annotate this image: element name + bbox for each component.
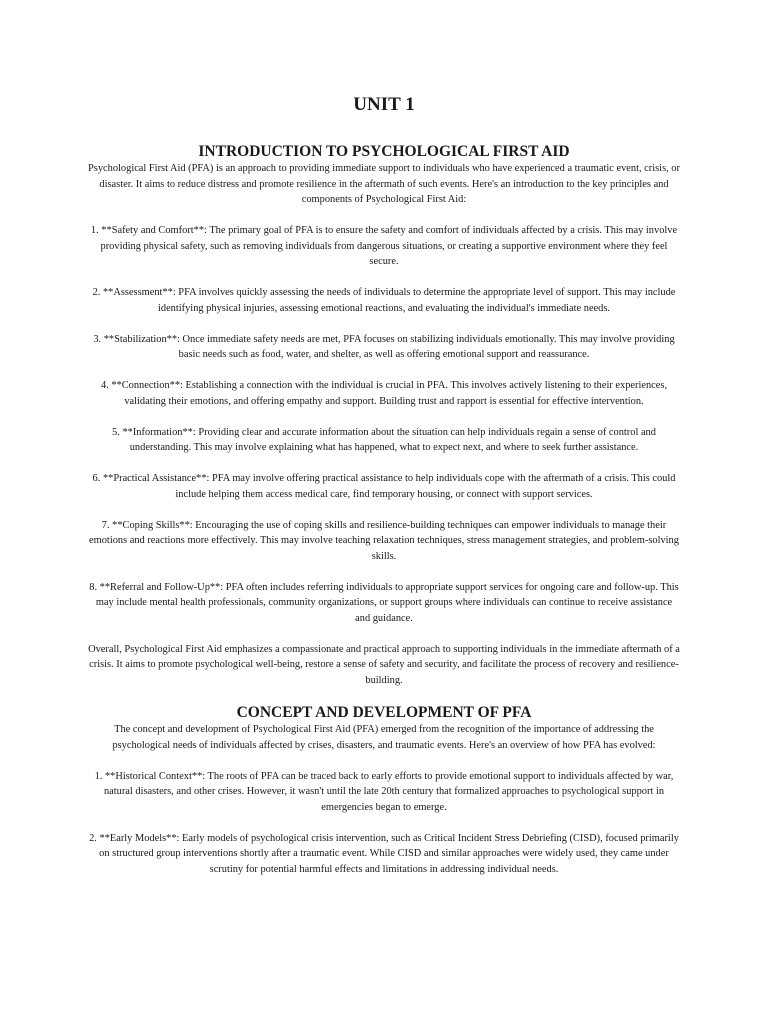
history-historical-context: 1. **Historical Context**: The roots of PFA can be traced back to early efforts to provide emotional support to individuals affected by war, natural disasters, and other crises. However, it wasn't until the late 20th century that formalized approaches to psychological support in emergencies began to emerge. xyxy=(94,770,674,813)
principle-practical-assistance: 6. **Practical Assistance**: PFA may involve offering practical assistance to help individuals cope with the aftermath of a crisis. This could include helping them access medical care, find temporary housing, or connect with support services. xyxy=(92,473,676,500)
section-heading-introduction: INTRODUCTION TO PSYCHOLOGICAL FIRST AID xyxy=(198,143,570,160)
overall-summary-paragraph: Overall, Psychological First Aid emphasizes a compassionate and practical approach to supporting individuals in the immediate aftermath of a crisis. It aims to promote psychological well-being, restore a sense of safety and security, and facilitate the process of recovery and resilience-building. xyxy=(88,643,680,686)
principle-connection: 4. **Connection**: Establishing a connection with the individual is crucial in PFA. This involves actively listening to their experiences, validating their emotions, and offering empathy and support. Building trust and rapport is essential for effective intervention. xyxy=(100,380,668,407)
principle-stabilization: 3. **Stabilization**: Once immediate safety needs are met, PFA focuses on stabilizing individuals emotionally. This may involve providing basic needs such as food, water, and shelter, as well as offering emotional support and reassurance. xyxy=(93,333,675,360)
principle-information: 5. **Information**: Providing clear and accurate information about the situation can help individuals regain a sense of control and understanding. This may involve explaining what has happened, what to expect next, and where to seek further assistance. xyxy=(112,426,656,453)
principle-safety-comfort: 1. **Safety and Comfort**: The primary goal of PFA is to ensure the safety and comfort of individuals affected by a crisis. This may involve providing physical safety, such as removing individuals from dangerous situations, or creating a supportive environment where they feel secure. xyxy=(90,225,678,267)
intro-paragraph: Psychological First Aid (PFA) is an approach to providing immediate support to individuals who have experienced a traumatic event, crisis, or disaster. It aims to reduce distress and promote resilience in the aftermath of such events. Here's an introduction to the key principles and components of Psychological First Aid: xyxy=(88,163,680,205)
document-page xyxy=(88,94,680,877)
unit-title: UNIT 1 xyxy=(353,94,415,115)
concept-intro-paragraph: The concept and development of Psychological First Aid (PFA) emerged from the recognition of the importance of addressing the psychological needs of individuals affected by crises, disasters, and traumatic events. Here's an overview of how PFA has evolved: xyxy=(112,724,656,751)
principle-assessment: 2. **Assessment**: PFA involves quickly assessing the needs of individuals to determine the appropriate level of support. This may include identifying physical injuries, assessing emotional reactions, and evaluating the individual's immediate needs. xyxy=(92,287,676,314)
principle-coping-skills: 7. **Coping Skills**: Encouraging the use of coping skills and resilience-building techniques can empower individuals to manage their emotions and reactions more effectively. This may involve teaching relaxation techniques, stress management strategies, and problem-solving skills. xyxy=(89,519,679,562)
section-heading-concept-development: CONCEPT AND DEVELOPMENT OF PFA xyxy=(236,704,532,721)
principle-referral-follow-up: 8. **Referral and Follow-Up**: PFA often includes referring individuals to appropriate support services for ongoing care and follow-up. This may include mental health professionals, community organizations, or support groups where individuals can continue to receive assistance and guidance. xyxy=(89,581,679,624)
history-early-models: 2. **Early Models**: Early models of psychological crisis intervention, such as Critical Incident Stress Debriefing (CISD), focused primarily on structured group interventions shortly after a traumatic event. While CISD and similar approaches were widely used, they came under scrutiny for potential harmful effects and limitations in addressing individual needs. xyxy=(89,832,679,875)
